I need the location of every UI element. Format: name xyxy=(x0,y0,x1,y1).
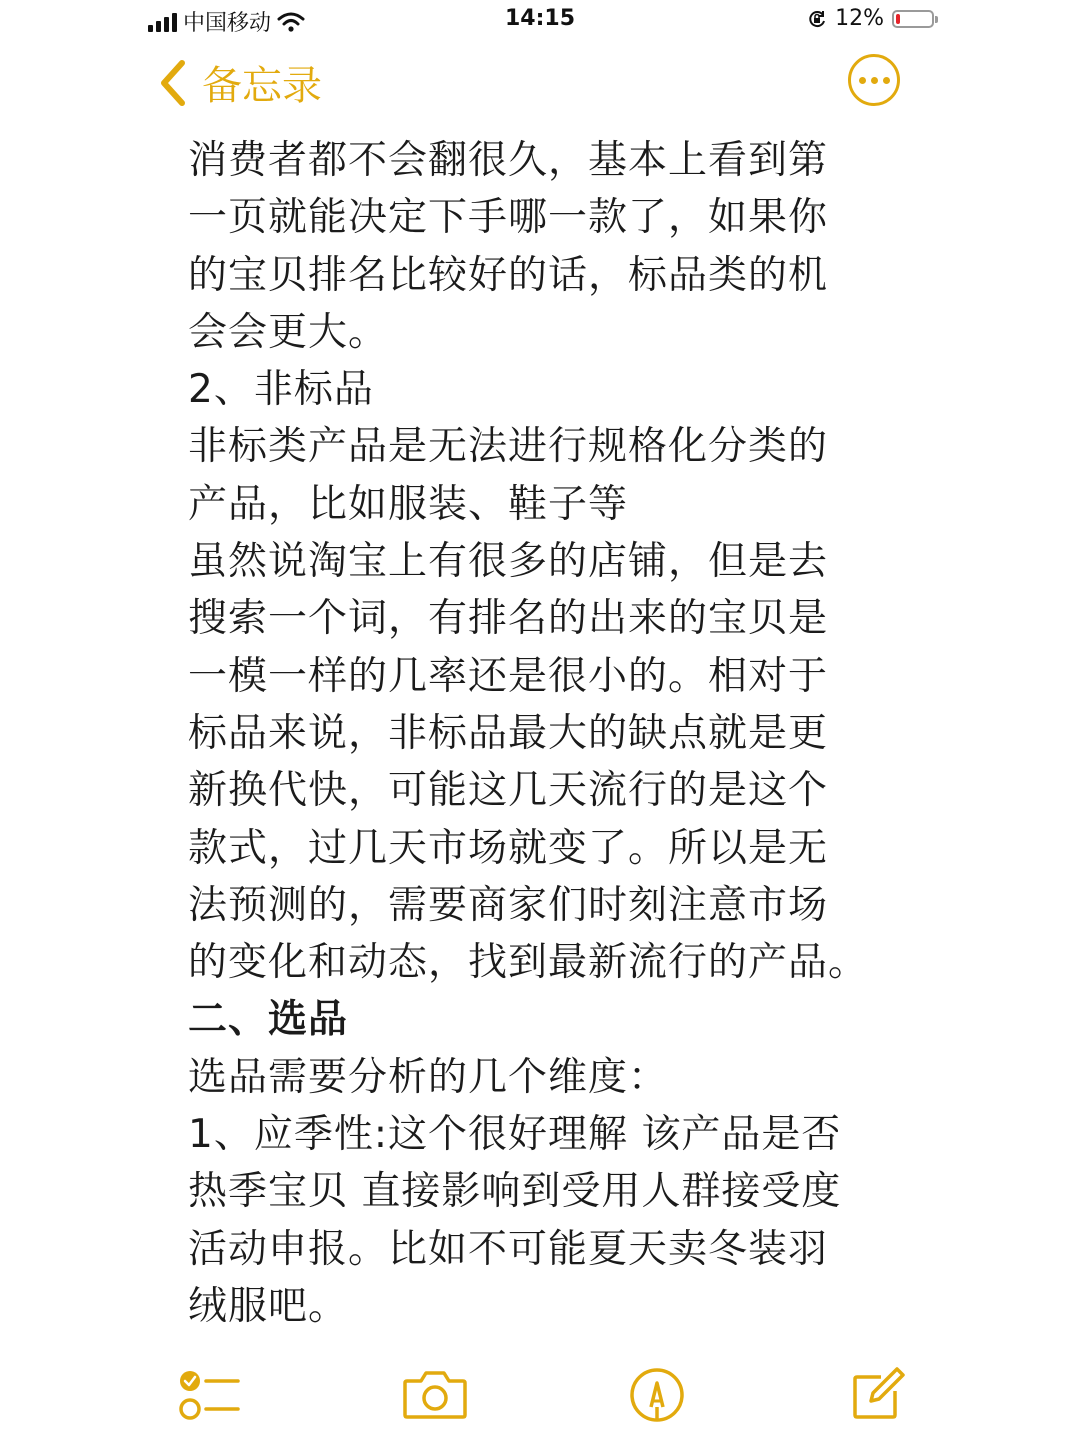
back-label: 备忘录 xyxy=(202,63,322,109)
note-line: 产品，比如服装、鞋子等 xyxy=(188,481,629,527)
note-line: 会会更大。 xyxy=(188,309,389,355)
nav-bar xyxy=(0,40,1080,120)
note-line: 1、应季性:这个很好理解 该产品是否 xyxy=(188,1112,842,1158)
note-line: 标品来说，非标品最大的缺点就是更 xyxy=(188,710,829,756)
note-heading-line: 二、选品 xyxy=(188,997,349,1043)
camera-button[interactable] xyxy=(400,1360,470,1430)
note-line: 一页就能决定下手哪一款了，如果你 xyxy=(188,195,829,241)
note-line: 消费者都不会翻很久，基本上看到第 xyxy=(188,138,829,183)
note-line: 新换代快，可能这几天流行的是这个 xyxy=(188,768,829,814)
markup-pen-icon xyxy=(629,1367,685,1423)
battery-icon xyxy=(892,10,934,28)
note-line: 法预测的，需要商家们时刻注意市场 xyxy=(188,882,829,928)
orientation-lock-icon xyxy=(807,9,827,29)
status-bar xyxy=(0,0,1080,40)
compose-icon xyxy=(847,1365,907,1425)
carrier-label: 中国移动 xyxy=(183,11,272,36)
status-right xyxy=(807,6,934,31)
checklist-button[interactable] xyxy=(175,1360,245,1430)
bottom-toolbar xyxy=(0,1360,1080,1430)
markup-button[interactable] xyxy=(622,1360,692,1430)
chevron-left-icon xyxy=(158,59,188,107)
note-line: 2、非标品 xyxy=(188,367,374,413)
note-body[interactable] xyxy=(188,132,908,1335)
note-line: 一模一样的几率还是很小的。相对于 xyxy=(188,653,829,699)
camera-icon xyxy=(401,1369,469,1421)
note-line: 非标类产品是无法进行规格化分类的 xyxy=(188,424,829,470)
note-line: 热季宝贝 直接影响到受用人群接受度 xyxy=(188,1169,842,1215)
note-line: 选品需要分析的几个维度： xyxy=(188,1054,669,1100)
compose-button[interactable] xyxy=(842,1360,912,1430)
note-line: 虽然说淘宝上有很多的店铺，但是去 xyxy=(188,539,829,585)
note-line: 绒服吧。 xyxy=(188,1283,349,1329)
note-line: 的宝贝排名比较好的话，标品类的机 xyxy=(188,252,829,298)
checklist-icon xyxy=(178,1367,242,1423)
note-line: 款式，过几天市场就变了。所以是无 xyxy=(188,825,829,871)
battery-percent: 12% xyxy=(835,6,884,31)
note-line: 搜索一个词，有排名的出来的宝贝是 xyxy=(188,596,829,642)
note-line: 活动申报。比如不可能夏天卖冬装羽 xyxy=(188,1226,829,1272)
back-button[interactable] xyxy=(158,54,322,111)
note-line: 的变化和动态，找到最新流行的产品。 xyxy=(188,940,869,986)
ellipsis-circle-icon[interactable] xyxy=(848,54,900,106)
status-time: 14:15 xyxy=(504,6,576,31)
